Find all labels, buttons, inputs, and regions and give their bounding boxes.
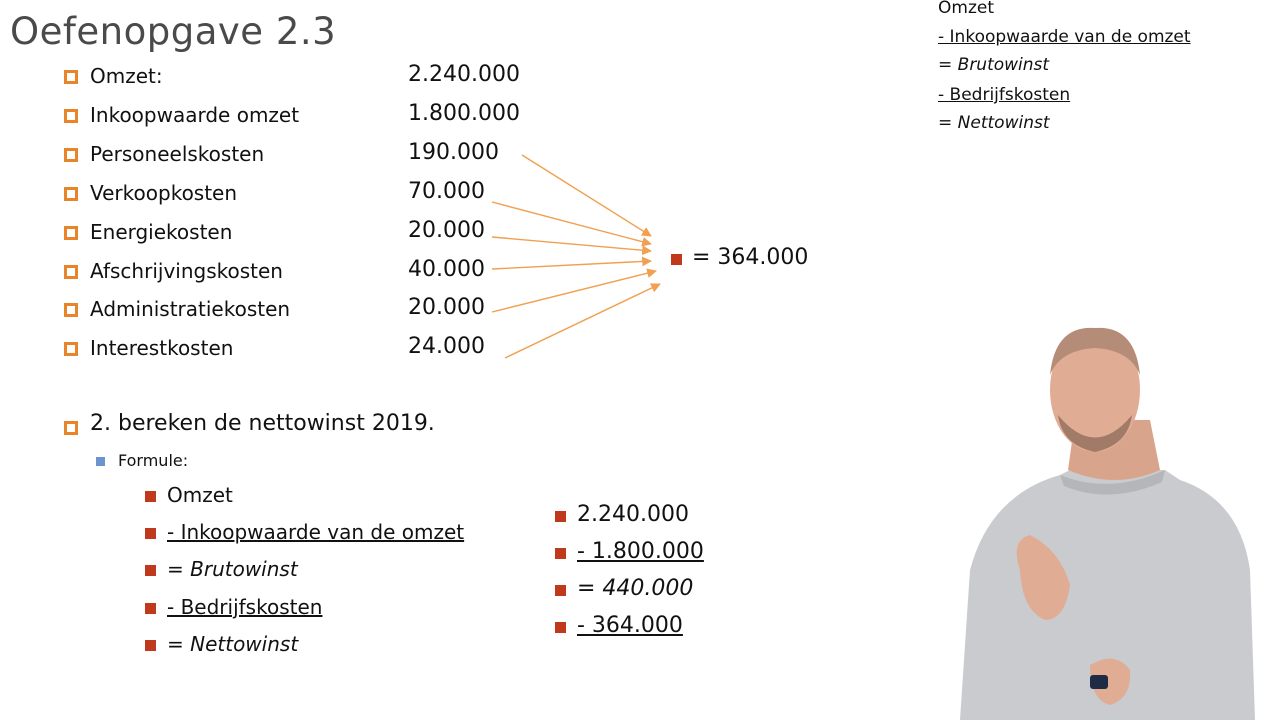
cost-label: Afschrijvingskosten bbox=[90, 259, 283, 283]
cost-value: 20.000 bbox=[408, 218, 485, 243]
cost-label: Administratiekosten bbox=[90, 297, 291, 321]
square-bullet-icon bbox=[64, 421, 78, 435]
calc-line: - 1.800.000 bbox=[577, 539, 704, 564]
cost-label: Interestkosten bbox=[90, 336, 234, 360]
cost-value: 20.000 bbox=[408, 295, 485, 320]
square-bullet-icon bbox=[145, 491, 156, 502]
formula-line: = Brutowinst bbox=[167, 557, 298, 581]
cost-value: 40.000 bbox=[408, 257, 485, 282]
square-bullet-icon bbox=[145, 528, 156, 539]
cost-value: 190.000 bbox=[408, 140, 499, 165]
cost-value: 1.800.000 bbox=[408, 101, 520, 126]
side-note-line: - Inkoopwaarde van de omzet bbox=[938, 27, 1191, 47]
cost-value: 70.000 bbox=[408, 179, 485, 204]
cost-label: Inkoopwaarde omzet bbox=[90, 103, 300, 127]
square-bullet-icon bbox=[671, 254, 682, 265]
cost-label: Personeelskosten bbox=[90, 142, 265, 166]
formula-line: = Nettowinst bbox=[167, 632, 299, 656]
square-bullet-icon bbox=[96, 457, 105, 466]
arrow bbox=[522, 155, 651, 236]
square-bullet-icon bbox=[145, 565, 156, 576]
square-bullet-icon bbox=[555, 548, 566, 559]
cost-value: 24.000 bbox=[408, 334, 485, 359]
formula-label: Formule: bbox=[118, 451, 189, 470]
formula-line: - Inkoopwaarde van de omzet bbox=[167, 520, 465, 544]
square-bullet-icon bbox=[555, 622, 566, 633]
presenter-video bbox=[950, 320, 1280, 720]
cost-label: Energiekosten bbox=[90, 220, 233, 244]
sum-result: = 364.000 bbox=[692, 245, 809, 270]
arrow bbox=[492, 271, 656, 312]
cost-label: Verkoopkosten bbox=[90, 181, 238, 205]
formula-line: Omzet bbox=[167, 483, 233, 507]
side-note-line: Omzet bbox=[938, 0, 994, 18]
arrow bbox=[492, 261, 651, 269]
arrow bbox=[492, 237, 651, 251]
square-bullet-icon bbox=[145, 640, 156, 651]
square-bullet-icon bbox=[555, 585, 566, 596]
square-bullet-icon bbox=[145, 603, 156, 614]
calc-line: = 440.000 bbox=[577, 576, 694, 601]
square-bullet-icon bbox=[555, 511, 566, 522]
cost-value: 2.240.000 bbox=[408, 62, 520, 87]
side-note-line: = Brutowinst bbox=[938, 55, 1050, 75]
calc-line: - 364.000 bbox=[577, 613, 683, 638]
arrow bbox=[505, 284, 660, 358]
side-note-line: - Bedrijfskosten bbox=[938, 85, 1071, 105]
side-note-line: = Nettowinst bbox=[938, 113, 1050, 133]
calc-line: 2.240.000 bbox=[577, 502, 689, 527]
formula-line: - Bedrijfskosten bbox=[167, 595, 323, 619]
arrow bbox=[492, 202, 651, 244]
cost-label: Omzet: bbox=[90, 64, 163, 88]
question-text: 2. bereken de nettowinst 2019. bbox=[90, 411, 435, 436]
slide-title: Oefenopgave 2.3 bbox=[10, 10, 337, 53]
